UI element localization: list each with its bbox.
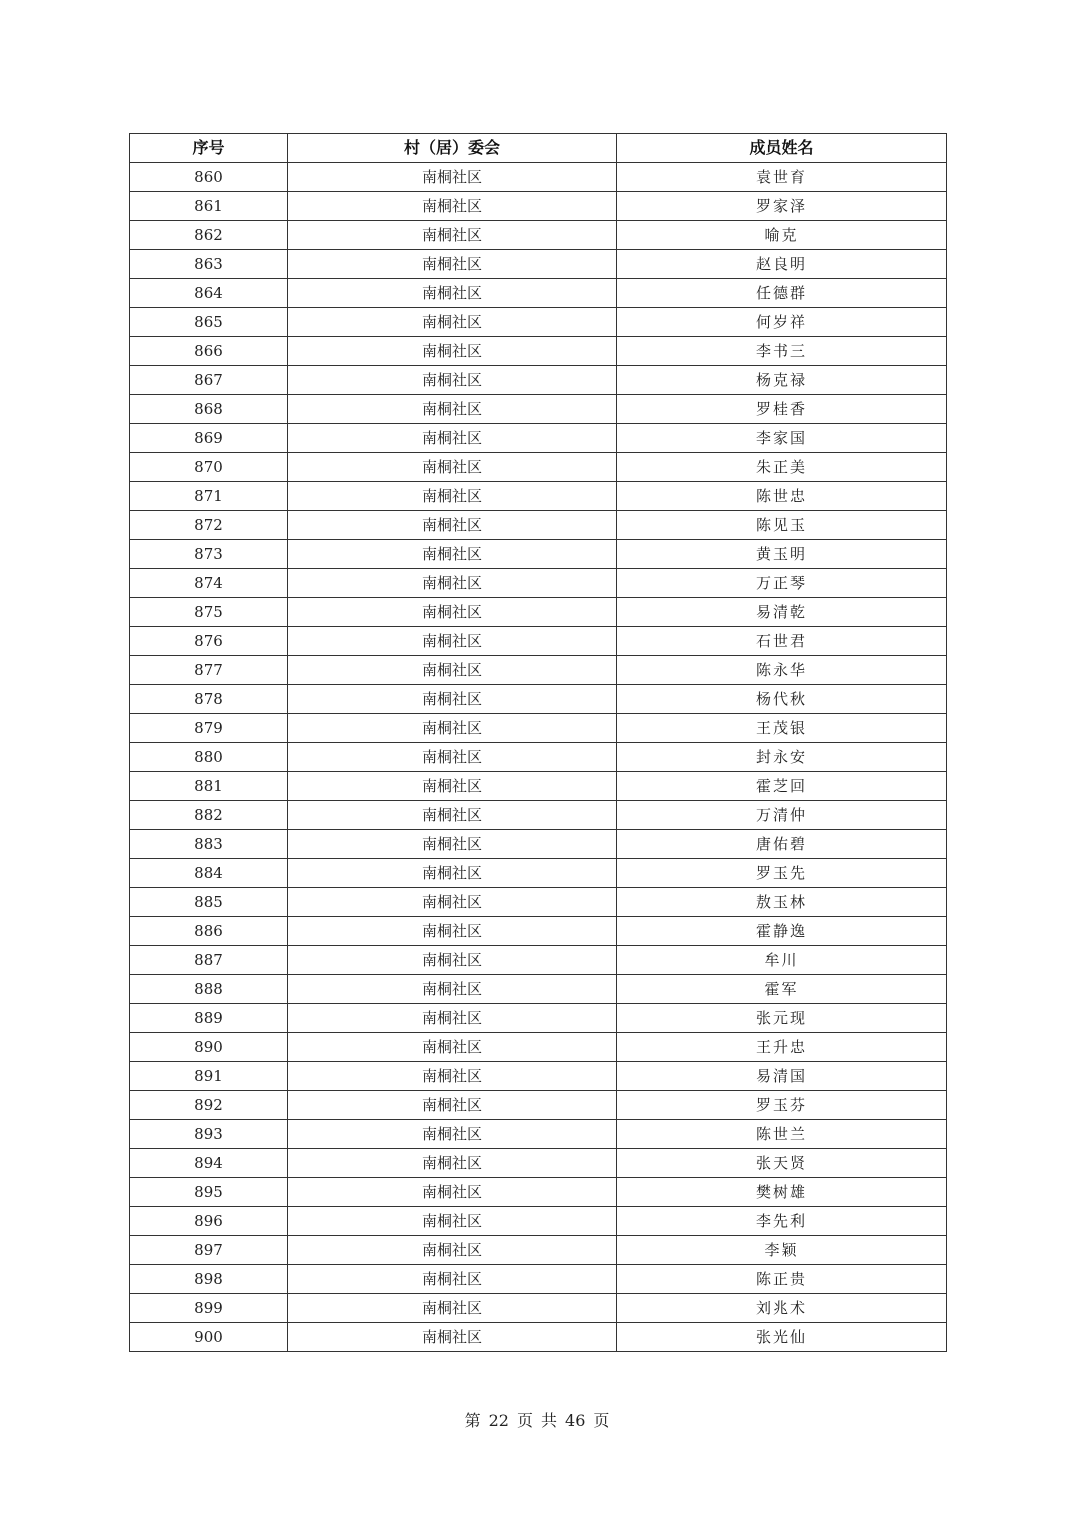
- cell-member-name: 唐佑碧: [617, 830, 947, 859]
- table-row: [130, 888, 947, 917]
- cell-seq: 888: [130, 975, 288, 1004]
- cell-member-name: 陈世忠: [617, 482, 947, 511]
- cell-committee: 南桐社区: [288, 163, 617, 192]
- cell-seq: 887: [130, 946, 288, 975]
- cell-committee: 南桐社区: [288, 1091, 617, 1120]
- cell-seq: 895: [130, 1178, 288, 1207]
- cell-seq: 865: [130, 308, 288, 337]
- table-row: [130, 975, 947, 1004]
- table-row: [130, 1265, 947, 1294]
- table-row: [130, 859, 947, 888]
- table-row: [130, 163, 947, 192]
- cell-member-name: 霍军: [617, 975, 947, 1004]
- cell-committee: 南桐社区: [288, 1236, 617, 1265]
- cell-committee: 南桐社区: [288, 308, 617, 337]
- cell-member-name: 陈永华: [617, 656, 947, 685]
- cell-member-name: 朱正美: [617, 453, 947, 482]
- table-row: [130, 395, 947, 424]
- table-row: [130, 685, 947, 714]
- cell-member-name: 陈世兰: [617, 1120, 947, 1149]
- member-table: [129, 133, 947, 1352]
- cell-member-name: 赵良明: [617, 250, 947, 279]
- cell-seq: 879: [130, 714, 288, 743]
- table-row: [130, 1062, 947, 1091]
- table-row: [130, 424, 947, 453]
- cell-seq: 866: [130, 337, 288, 366]
- cell-committee: 南桐社区: [288, 221, 617, 250]
- cell-seq: 896: [130, 1207, 288, 1236]
- table-row: [130, 279, 947, 308]
- cell-seq: 876: [130, 627, 288, 656]
- cell-seq: 881: [130, 772, 288, 801]
- cell-committee: 南桐社区: [288, 1004, 617, 1033]
- cell-seq: 889: [130, 1004, 288, 1033]
- cell-member-name: 陈见玉: [617, 511, 947, 540]
- cell-seq: 864: [130, 279, 288, 308]
- cell-seq: 868: [130, 395, 288, 424]
- cell-seq: 867: [130, 366, 288, 395]
- cell-member-name: 王升忠: [617, 1033, 947, 1062]
- cell-member-name: 杨克禄: [617, 366, 947, 395]
- cell-committee: 南桐社区: [288, 1323, 617, 1352]
- cell-seq: 897: [130, 1236, 288, 1265]
- table-row: [130, 743, 947, 772]
- cell-committee: 南桐社区: [288, 975, 617, 1004]
- cell-seq: 883: [130, 830, 288, 859]
- cell-member-name: 袁世育: [617, 163, 947, 192]
- cell-seq: 877: [130, 656, 288, 685]
- cell-committee: 南桐社区: [288, 453, 617, 482]
- footer-current-page: 22: [488, 1411, 509, 1430]
- cell-seq: 860: [130, 163, 288, 192]
- table-body: [130, 163, 947, 1352]
- cell-seq: 869: [130, 424, 288, 453]
- cell-seq: 874: [130, 569, 288, 598]
- cell-committee: 南桐社区: [288, 1207, 617, 1236]
- cell-committee: 南桐社区: [288, 830, 617, 859]
- table-row: [130, 250, 947, 279]
- cell-committee: 南桐社区: [288, 714, 617, 743]
- footer-total-word: 共: [541, 1411, 558, 1430]
- table-row: [130, 1236, 947, 1265]
- table-row: [130, 801, 947, 830]
- cell-committee: 南桐社区: [288, 1149, 617, 1178]
- table-row: [130, 627, 947, 656]
- cell-seq: 880: [130, 743, 288, 772]
- cell-committee: 南桐社区: [288, 598, 617, 627]
- table-row: [130, 598, 947, 627]
- table-row: [130, 1033, 947, 1062]
- cell-member-name: 罗玉芬: [617, 1091, 947, 1120]
- cell-member-name: 万正琴: [617, 569, 947, 598]
- cell-committee: 南桐社区: [288, 1294, 617, 1323]
- cell-seq: 873: [130, 540, 288, 569]
- cell-seq: 891: [130, 1062, 288, 1091]
- table-row: [130, 337, 947, 366]
- cell-member-name: 罗家泽: [617, 192, 947, 221]
- table-row: [130, 540, 947, 569]
- cell-committee: 南桐社区: [288, 1265, 617, 1294]
- cell-seq: 862: [130, 221, 288, 250]
- cell-member-name: 张天贤: [617, 1149, 947, 1178]
- table-row: [130, 1323, 947, 1352]
- cell-member-name: 张光仙: [617, 1323, 947, 1352]
- cell-member-name: 李颖: [617, 1236, 947, 1265]
- table-row: [130, 569, 947, 598]
- cell-committee: 南桐社区: [288, 424, 617, 453]
- cell-seq: 890: [130, 1033, 288, 1062]
- table-row: [130, 1149, 947, 1178]
- cell-member-name: 王茂银: [617, 714, 947, 743]
- cell-member-name: 牟川: [617, 946, 947, 975]
- cell-member-name: 何岁祥: [617, 308, 947, 337]
- cell-seq: 861: [130, 192, 288, 221]
- table-row: [130, 714, 947, 743]
- cell-member-name: 喻克: [617, 221, 947, 250]
- cell-seq: 884: [130, 859, 288, 888]
- cell-committee: 南桐社区: [288, 569, 617, 598]
- table-row: [130, 366, 947, 395]
- cell-committee: 南桐社区: [288, 366, 617, 395]
- cell-committee: 南桐社区: [288, 279, 617, 308]
- page-footer: [0, 1408, 1074, 1431]
- cell-seq: 872: [130, 511, 288, 540]
- table-row: [130, 1294, 947, 1323]
- header-committee: 村（居）委会: [288, 134, 617, 163]
- table-row: [130, 308, 947, 337]
- cell-seq: 892: [130, 1091, 288, 1120]
- cell-committee: 南桐社区: [288, 395, 617, 424]
- table-row: [130, 482, 947, 511]
- cell-committee: 南桐社区: [288, 917, 617, 946]
- cell-committee: 南桐社区: [288, 801, 617, 830]
- cell-committee: 南桐社区: [288, 482, 617, 511]
- footer-suffix: 页: [593, 1411, 610, 1430]
- cell-member-name: 易清国: [617, 1062, 947, 1091]
- cell-committee: 南桐社区: [288, 656, 617, 685]
- header-member-name: 成员姓名: [617, 134, 947, 163]
- cell-member-name: 张元现: [617, 1004, 947, 1033]
- cell-seq: 886: [130, 917, 288, 946]
- cell-seq: 878: [130, 685, 288, 714]
- cell-member-name: 石世君: [617, 627, 947, 656]
- cell-seq: 899: [130, 1294, 288, 1323]
- cell-seq: 863: [130, 250, 288, 279]
- cell-committee: 南桐社区: [288, 1120, 617, 1149]
- table-row: [130, 1178, 947, 1207]
- table-row: [130, 917, 947, 946]
- cell-seq: 882: [130, 801, 288, 830]
- cell-committee: 南桐社区: [288, 627, 617, 656]
- cell-seq: 875: [130, 598, 288, 627]
- cell-committee: 南桐社区: [288, 772, 617, 801]
- cell-committee: 南桐社区: [288, 511, 617, 540]
- cell-seq: 894: [130, 1149, 288, 1178]
- cell-committee: 南桐社区: [288, 192, 617, 221]
- cell-member-name: 樊树雄: [617, 1178, 947, 1207]
- table-row: [130, 1120, 947, 1149]
- cell-member-name: 易清乾: [617, 598, 947, 627]
- cell-committee: 南桐社区: [288, 540, 617, 569]
- cell-seq: 870: [130, 453, 288, 482]
- cell-committee: 南桐社区: [288, 946, 617, 975]
- cell-member-name: 罗桂香: [617, 395, 947, 424]
- table-row: [130, 1091, 947, 1120]
- cell-committee: 南桐社区: [288, 250, 617, 279]
- table-row: [130, 772, 947, 801]
- table-row: [130, 946, 947, 975]
- cell-seq: 893: [130, 1120, 288, 1149]
- cell-member-name: 陈正贵: [617, 1265, 947, 1294]
- cell-member-name: 罗玉先: [617, 859, 947, 888]
- cell-member-name: 封永安: [617, 743, 947, 772]
- table-row: [130, 453, 947, 482]
- cell-committee: 南桐社区: [288, 859, 617, 888]
- cell-seq: 898: [130, 1265, 288, 1294]
- cell-member-name: 霍芝回: [617, 772, 947, 801]
- cell-member-name: 杨代秋: [617, 685, 947, 714]
- table-row: [130, 221, 947, 250]
- cell-member-name: 黄玉明: [617, 540, 947, 569]
- cell-seq: 871: [130, 482, 288, 511]
- cell-committee: 南桐社区: [288, 888, 617, 917]
- header-seq: 序号: [130, 134, 288, 163]
- table-row: [130, 1207, 947, 1236]
- cell-member-name: 任德群: [617, 279, 947, 308]
- member-table-container: [129, 133, 946, 1352]
- cell-member-name: 李先利: [617, 1207, 947, 1236]
- cell-committee: 南桐社区: [288, 743, 617, 772]
- cell-member-name: 霍静逸: [617, 917, 947, 946]
- table-header-row: [130, 134, 947, 163]
- table-row: [130, 511, 947, 540]
- cell-committee: 南桐社区: [288, 1178, 617, 1207]
- footer-total-pages: 46: [565, 1411, 586, 1430]
- cell-member-name: 李书三: [617, 337, 947, 366]
- cell-member-name: 刘兆术: [617, 1294, 947, 1323]
- footer-page-word: 页: [516, 1411, 533, 1430]
- cell-member-name: 万清仲: [617, 801, 947, 830]
- table-row: [130, 1004, 947, 1033]
- cell-committee: 南桐社区: [288, 1033, 617, 1062]
- cell-member-name: 敖玉林: [617, 888, 947, 917]
- footer-prefix: 第: [464, 1411, 481, 1430]
- cell-committee: 南桐社区: [288, 1062, 617, 1091]
- cell-seq: 900: [130, 1323, 288, 1352]
- cell-member-name: 李家国: [617, 424, 947, 453]
- cell-committee: 南桐社区: [288, 337, 617, 366]
- table-row: [130, 656, 947, 685]
- cell-committee: 南桐社区: [288, 685, 617, 714]
- cell-seq: 885: [130, 888, 288, 917]
- table-row: [130, 192, 947, 221]
- table-row: [130, 830, 947, 859]
